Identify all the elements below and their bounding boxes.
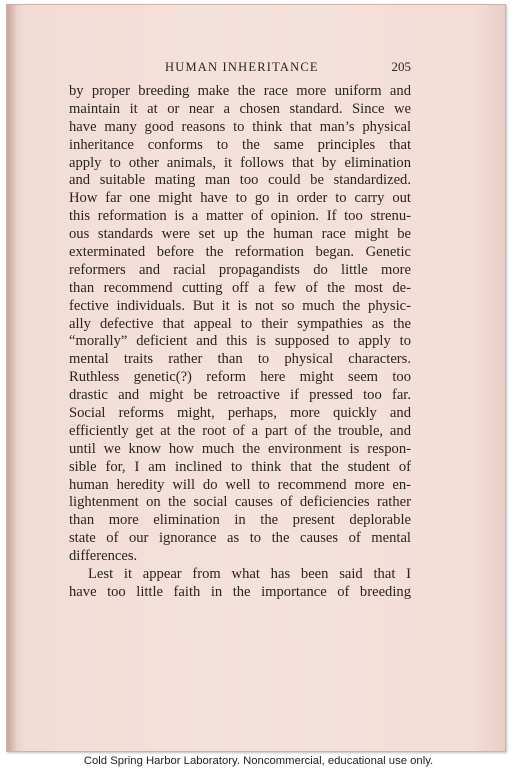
page-header bbox=[69, 57, 411, 75]
text-line: fective individuals. But it is not so much the physic- bbox=[69, 297, 411, 314]
paragraph-end-line: differences. bbox=[69, 548, 138, 565]
page-number: 205 bbox=[391, 59, 411, 74]
text-line: human heredity will do well to recommend more en- bbox=[69, 476, 411, 493]
text-line: state of our ignorance as to the causes of mental bbox=[69, 530, 411, 547]
text-line: inheritance conforms to the same principles that bbox=[69, 136, 411, 153]
text-line: drastic and might be retroactive if pressed too far. bbox=[69, 387, 411, 404]
paragraph-first-line: Lest it appear from what has been said that I bbox=[88, 566, 411, 583]
page-edge-shadow bbox=[7, 5, 17, 751]
text-line: than more elimination in the present deplorable bbox=[69, 512, 411, 529]
text-line: sible for, I am inclined to think that the student of bbox=[69, 458, 411, 475]
text-line: exterminated before the reformation began. Genetic bbox=[69, 244, 411, 261]
text-line: How far one might have to go in order to carry out bbox=[69, 190, 411, 207]
text-line: ally defective that appeal to their sympathies as the bbox=[69, 315, 411, 332]
text-line: have many good reasons to think that man’s physical bbox=[69, 118, 411, 135]
text-line: by proper breeding make the race more uniform and bbox=[69, 83, 411, 99]
text-line: and suitable mating man too could be standardized. bbox=[69, 172, 411, 189]
text-line: maintain it at or near a chosen standard. Since we bbox=[69, 100, 411, 117]
text-line: until we know how much the environment is respon- bbox=[69, 440, 411, 457]
text-line: than recommend cutting off a few of the most de- bbox=[69, 279, 411, 296]
text-line: Ruthless genetic(?) reform here might seem too bbox=[69, 369, 411, 386]
running-head: HUMAN INHERITANCE bbox=[165, 60, 319, 74]
text-line: mental traits rather than to physical characters. bbox=[69, 351, 411, 368]
text-line: lightenment on the social causes of deficiencies rather bbox=[69, 494, 411, 511]
body-text bbox=[69, 83, 411, 602]
text-line: reformers and racial propagandists do little more bbox=[69, 261, 411, 278]
text-line: this reformation is a matter of opinion. If too strenu- bbox=[69, 208, 411, 225]
text-line: efficiently get at the root of a part of the trouble, and bbox=[69, 422, 411, 439]
text-line: Social reforms might, perhaps, more quickly and bbox=[69, 405, 411, 422]
text-line: “morally” deficient and this is supposed to apply to bbox=[69, 333, 411, 350]
text-line: apply to other animals, it follows that by elimination bbox=[69, 154, 411, 171]
book-page bbox=[6, 4, 506, 752]
attribution-footer: Cold Spring Harbor Laboratory. Noncommercial, educational use only. bbox=[83, 755, 434, 767]
text-line: ous standards were set up the human race might be bbox=[69, 226, 411, 243]
text-line: have too little faith in the importance of breeding bbox=[69, 583, 411, 600]
